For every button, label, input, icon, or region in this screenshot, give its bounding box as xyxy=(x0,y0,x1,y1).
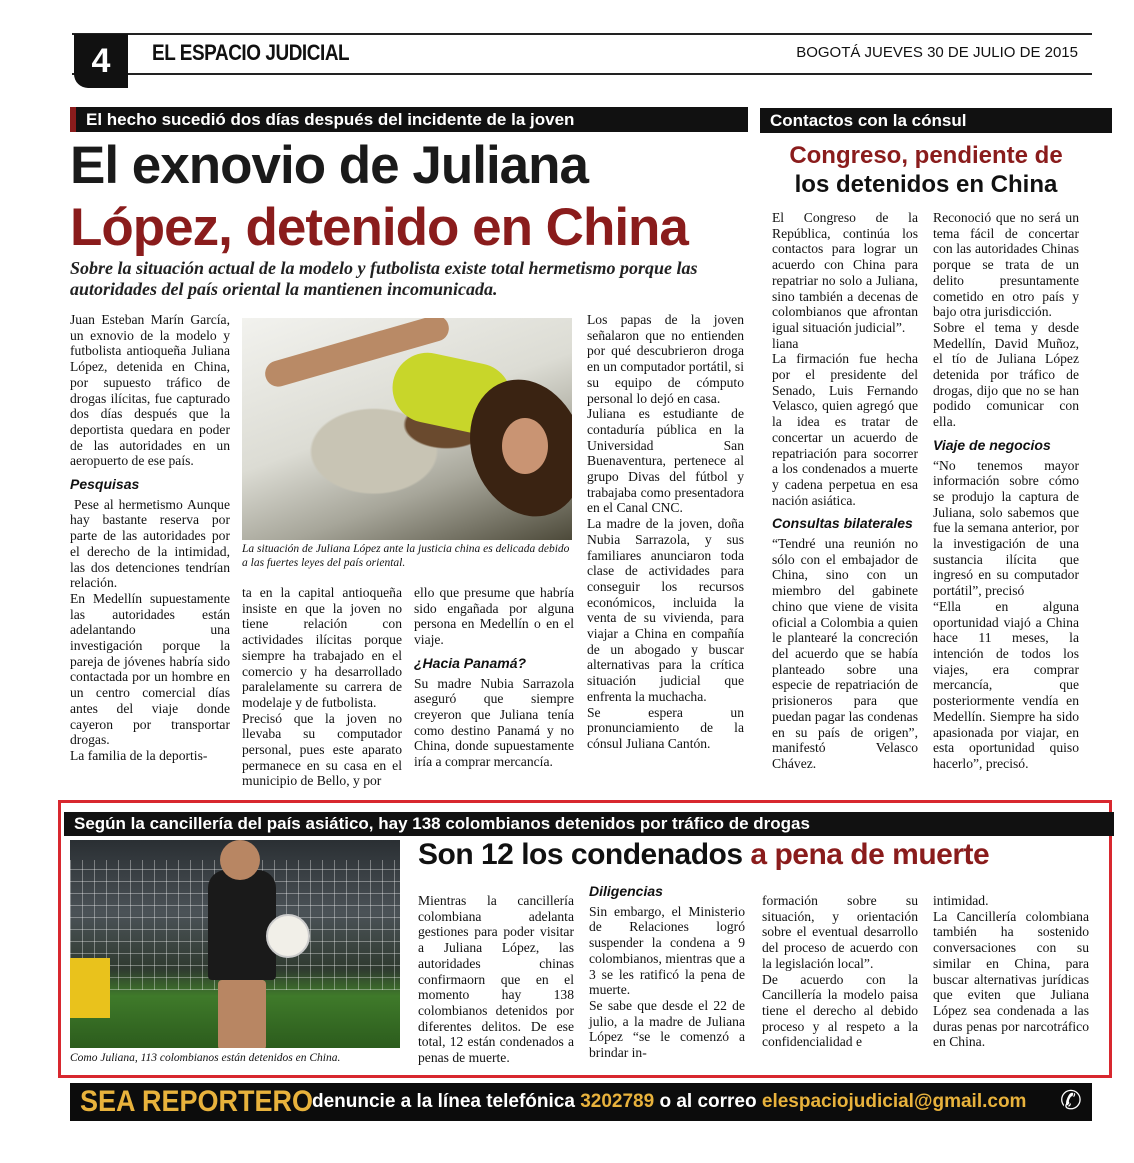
paragraph: Se espera un pronunciamiento de la cónsul Juliana Cantón. xyxy=(587,704,744,751)
paragraph: Sobre el tema y desde Medellín, David Muñoz, el tío de Juliana López detenida por tráfico de drogas, dijo que no se han podido comunicar con ella. xyxy=(933,319,1079,430)
main-column-3 xyxy=(414,585,574,770)
paragraph: Sin embargo, el Ministerio de Relaciones logró suspender la condena a 9 colombianos, mientras que a 3 se les ratificó la pena de muerte. xyxy=(589,903,745,998)
subheading: Pesquisas xyxy=(70,476,140,493)
paragraph: ta en la capital antioqueña insiste en que la joven no tiene relación con actividades ilícitas porque siempre ha trabajado en el comercio y ha desarrollado paralelamente su carrera de modelaje y de futbolista. xyxy=(242,585,402,710)
subheading: Consultas bilaterales xyxy=(772,515,913,532)
footer-phone: 3202789 xyxy=(580,1091,655,1112)
paragraph: La familia de la deportis- xyxy=(70,747,208,763)
bottom-headline-part2: a pena de muerte xyxy=(750,838,990,871)
bottom-headline xyxy=(418,838,989,872)
paragraph: Se sabe que desde el 22 de julio, a la madre de Juliana López “se le comenzó a brindar in- xyxy=(589,997,745,1061)
paragraph: Pese al hermetismo Aunque hay bastante reserva por parte de las autoridades por el derecho de la intimidad, las dos detenciones tendrían relación. xyxy=(70,496,230,591)
photo-caption: La situación de Juliana López ante la justicia china es delicada debido a las fuertes leyes del país oriental. xyxy=(242,543,570,569)
footer-text-part1: denuncie a la línea telefónica xyxy=(312,1091,575,1112)
main-column-4 xyxy=(587,312,744,752)
paragraph: El Congreso de la República, continúa los contactos para lograr un acuerdo con China para repatriar no solo a Juliana, sino también a decenas de colombianos que afrontan igual situación judicial”. xyxy=(772,210,918,335)
footer-text xyxy=(312,1083,1026,1121)
bottom-headline-part1: Son 12 los condenados xyxy=(418,838,743,871)
bottom-kicker: Según la cancillería del país asiático, hay 138 colombianos detenidos por tráfico de drogas xyxy=(64,812,1114,836)
bottom-column-1 xyxy=(418,893,574,1066)
paragraph: La madre de la joven, doña Nubia Sarrazola, y sus familiares anunciaron toda clase de actividades para conseguir los recursos económicos, incluida la venta de su vivienda, para viajar a China en compañía de un abogado y buscar alternativas para la crítica situación judicial que enfrenta la muchacha. xyxy=(587,516,744,704)
paragraph: Los papas de la joven señalaron que no entienden por qué descubrieron droga en un computador portátil, si su equipo de cómputo personal lo dejó en casa. xyxy=(587,312,744,406)
footer-text-part2: o al correo xyxy=(659,1091,757,1112)
side-headline-line1: Congreso, pendiente de xyxy=(789,142,1063,169)
footer-email: elespaciojudicial@gmail.com xyxy=(761,1091,1027,1112)
subheading: ¿Hacia Panamá? xyxy=(414,654,527,671)
header-rule xyxy=(72,33,1092,35)
paper-name: EL ESPACIO JUDICIAL xyxy=(152,40,350,65)
main-column-1 xyxy=(70,312,230,764)
paragraph: Precisó que la joven no llevaba su computador personal, pues este aparato permanece en su casa en el municipio de Bello, y por xyxy=(242,710,402,789)
paragraph: formación sobre su situación, y orientación sobre el eventual desarrollo del proceso de acuerdo con la legislación local”. xyxy=(762,893,918,971)
paragraph: “Ella en alguna oportunidad viajó a China hace 11 meses, la intención de todos los viajes, era comprar mercancía, que posteriormente vendía en Medellín. Siempre ha sido apasionada por viajar, en esta oportunidad quiso hacerlo”, precisó. xyxy=(933,598,1079,771)
subheading: Diligencias xyxy=(589,883,663,899)
paragraph: En Medellín supuestamente las autoridades están adelantando una investigación porque la pareja de jóvenes habría sido contactada por un hombre en un centro comercial días antes del viaje donde cayeron por transportar drogas. xyxy=(70,590,230,748)
side-kicker: Contactos con la cónsul xyxy=(760,108,1112,133)
paragraph: ello que presume que habría sido engañada por alguna persona en Medellín o en el viaje. xyxy=(414,585,574,648)
main-deck: Sobre la situación actual de la modelo y futbolista existe total hermetismo porque las autoridades del país oriental la mantienen incomunicada. xyxy=(70,258,698,299)
paragraph: intimidad. xyxy=(933,893,989,908)
paragraph: “Tendré una reunión no sólo con el embajador de China, sino con un miembro del gabinete chino que viene de visita oficial a Colombia a quien le plantearé la concreción del acuerdo que se había planteado sobre una especie de repatriación de prisioneros para que puedan pagar las condenas en su país de origen”, manifestó Velasco Chávez. xyxy=(772,536,918,771)
paragraph: “No tenemos mayor información sobre cómo se produjo la captura de Juliana, solo sabemos que fue la semana anterior, por la investigación de una sustancia ilícita que ingresó en su computador portátil”, precisó xyxy=(933,457,1079,599)
side-column-2 xyxy=(933,210,1079,772)
paragraph: De acuerdo con la Cancillería la modelo paisa tiene el derecho al debido proceso y al respeto a la confidencialidad e xyxy=(762,971,918,1050)
main-column-2 xyxy=(242,585,402,789)
paragraph: Reconoció que no será un tema fácil de concertar con las autoridades Chinas porque se trata de un delito presuntamente cometido en otro país y bajo otra jurisdicción. xyxy=(933,210,1079,320)
bottom-column-4 xyxy=(933,893,1089,1050)
footer-label: SEA REPORTERO xyxy=(80,1085,314,1118)
subheading: Viaje de negocios xyxy=(933,436,1051,453)
paragraph: Su madre Nubia Sarrazola aseguró que siempre creyeron que Juliana tenía como destino Panamá y no China, donde supuestamente iría a comprar mercancía. xyxy=(414,675,574,770)
photo-caption: Como Juliana, 113 colombianos están detenidos en China. xyxy=(70,1052,341,1064)
page-number: 4 xyxy=(74,34,128,88)
paragraph: Juan Esteban Marín García, un exnovio de la modelo y futbolista antioqueña Juliana López, detenida en China, por supuesto tráfico de drogas ilícitas, fue capturado dos días después que la deportista quedara en poder de las autoridades en un aeropuerto de ese país. xyxy=(70,312,230,469)
bottom-column-3 xyxy=(762,893,918,1050)
main-headline-line2: López, detenido en China xyxy=(70,198,688,257)
side-headline-line2: los detenidos en China xyxy=(794,171,1058,198)
main-headline-line1: El exnovio de Juliana xyxy=(70,136,589,195)
photo-juliana-soccer xyxy=(70,840,400,1048)
photo-juliana-lying xyxy=(242,318,572,540)
paragraph: La firmación fue hecha por el presidente del Senado, Luis Fernando Velasco, quien agregó que la idea es tratar de concertar un acuerdo de repatriación para socorrer a los condenados a muerte y cadena perpetua en esa nación asiática. xyxy=(772,351,918,508)
side-column-1 xyxy=(772,210,918,772)
main-kicker: El hecho sucedió dos días después del incidente de la joven xyxy=(70,107,748,132)
bottom-column-2 xyxy=(589,884,745,1061)
header-rule-bottom xyxy=(72,73,1092,75)
paragraph: La Cancillería colombiana también ha sostenido conversaciones con su similar en China, para buscar alternativas jurídicas que eviten que Juliana López sea condenada a las duras penas por narcotráfico en China. xyxy=(933,908,1089,1050)
paragraph: liana xyxy=(772,335,799,351)
phone-icon: ✆ xyxy=(1060,1086,1082,1115)
paragraph: Juliana es estudiante de contaduría pública en la Universidad San Buenaventura, pertenece al grupo Divas del fútbol y trabajaba como presentadora en el Canal CNC. xyxy=(587,406,744,516)
date-line: BOGOTÁ JUEVES 30 DE JULIO DE 2015 xyxy=(796,44,1078,61)
paragraph: Mientras la cancillería colombiana adelanta gestiones para poder visitar a Juliana López, las autoridades chinas confirmaorn que en el momento hay 138 colombianos detenidos por diferentes delitos. De ese total, 12 están condenados a penas de muerte. xyxy=(418,893,574,1066)
